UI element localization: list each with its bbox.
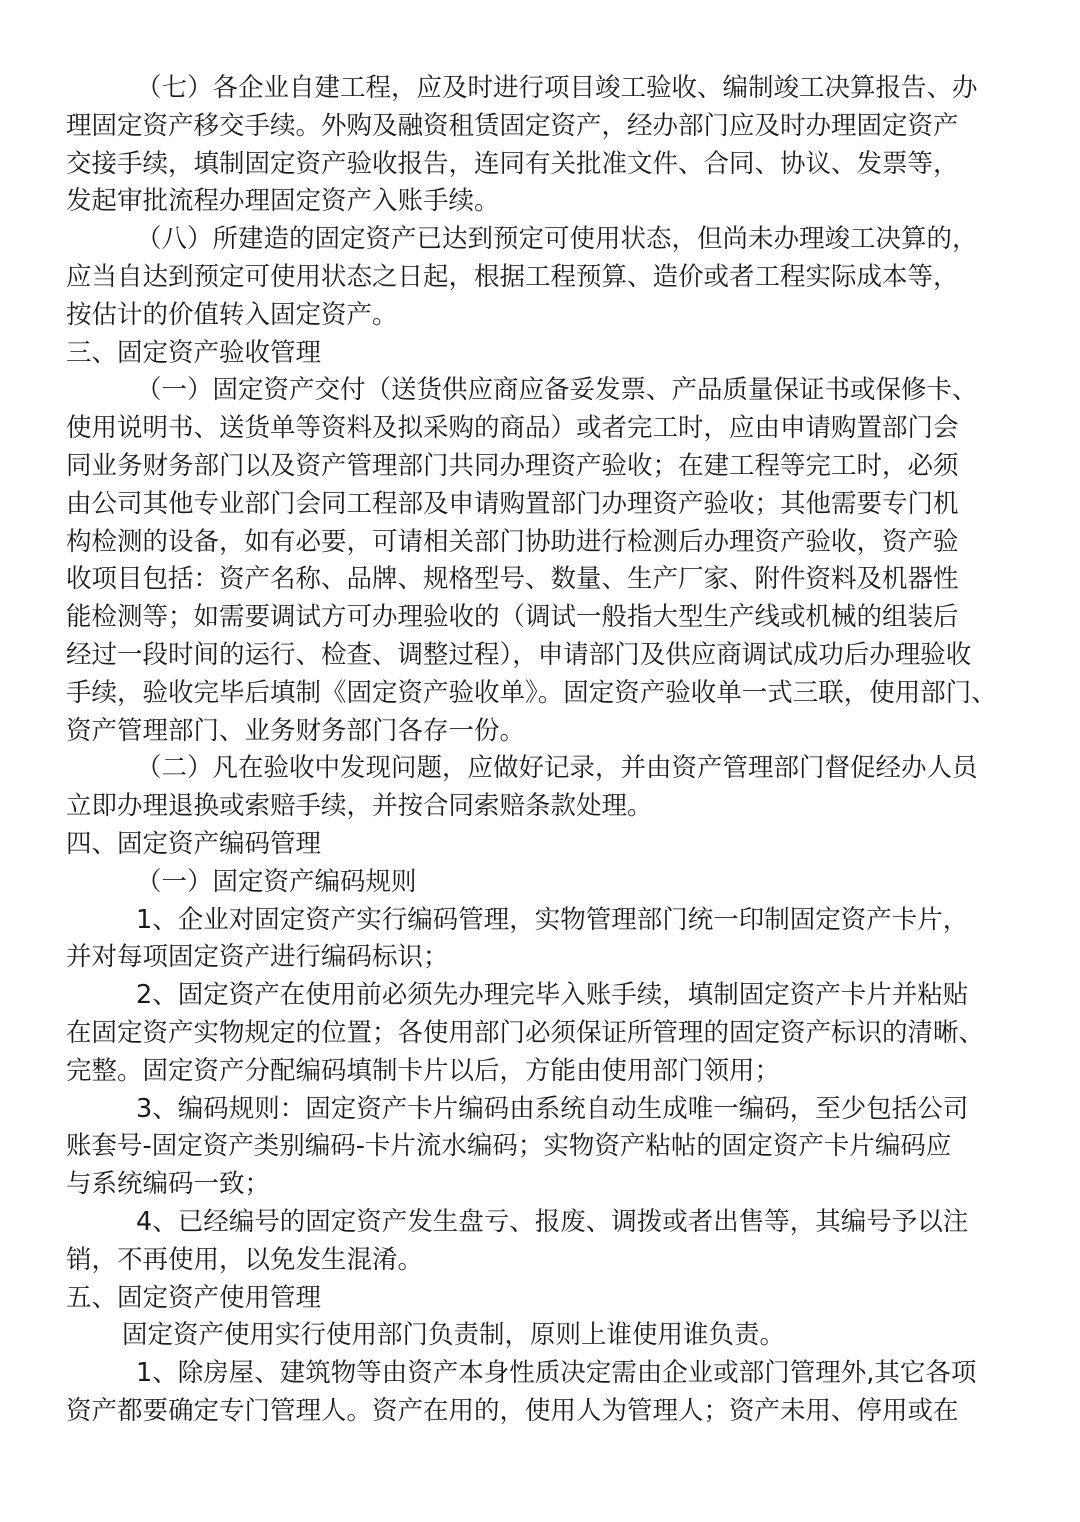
text-line: 收项目包括：资产名称、品牌、规格型号、数量、生产厂家、附件资料及机器性 — [66, 564, 959, 595]
text-line: 构检测的设备，如有必要，可请相关部门协助进行检测后办理资产验收，资产验 — [66, 526, 959, 557]
text-line: 并对每项固定资产进行编码标识； — [66, 942, 449, 973]
document-body — [66, 70, 1066, 1431]
subsection-heading: （一）固定资产编码规则 — [136, 866, 417, 897]
text-line: 同业务财务部门以及资产管理部门共同办理资产验收；在建工程等完工时，必须 — [66, 450, 959, 481]
text-line: 与系统编码一致； — [66, 1169, 271, 1200]
text-line: 1、企业对固定资产实行编码管理，实物管理部门统一印制固定资产卡片， — [136, 904, 969, 935]
text-line: （二）凡在验收中发现问题，应做好记录，并由资产管理部门督促经办人员 — [136, 753, 978, 784]
section-heading: 五、固定资产使用管理 — [66, 1282, 322, 1313]
text-line: 资产管理部门、业务财务部门各存一份。 — [66, 715, 526, 746]
text-line: （一）固定资产交付（送货供应商应备妥发票、产品质量保证书或保修卡、 — [136, 375, 978, 406]
text-line: 2、固定资产在使用前必须先办理完毕入账手续，填制固定资产卡片并粘贴 — [136, 980, 969, 1011]
text-line: 资产都要确定专门管理人。资产在用的，使用人为管理人；资产未用、停用或在 — [66, 1395, 959, 1426]
section-heading: 四、固定资产编码管理 — [66, 828, 322, 859]
text-line: 发起审批流程办理固定资产入账手续。 — [66, 186, 500, 217]
text-line: 立即办理退换或索赔手续，并按合同索赔条款处理。 — [66, 791, 653, 822]
text-line: 1、除房屋、建筑物等由资产本身性质决定需由企业或部门管理外,其它各项 — [136, 1358, 977, 1389]
text-line: 理固定资产移交手续。外购及融资租赁固定资产，经办部门应及时办理固定资产 — [66, 110, 959, 141]
text-line: 使用说明书、送货单等资料及拟采购的商品）或者完工时，应由申请购置部门会 — [66, 413, 959, 444]
text-line: 4、已经编号的固定资产发生盘亏、报废、调拨或者出售等，其编号予以注 — [136, 1206, 969, 1237]
text-line: 固定资产使用实行使用部门负责制，原则上谁使用谁负责。 — [122, 1320, 786, 1351]
text-line: 在固定资产实物规定的位置；各使用部门必须保证所管理的固定资产标识的清晰、 — [66, 1017, 985, 1048]
text-line: 完整。固定资产分配编码填制卡片以后，方能由使用部门领用； — [66, 1055, 781, 1086]
text-line: 能检测等；如需要调试方可办理验收的（调试一般指大型生产线或机械的组装后 — [66, 602, 959, 633]
text-line: 手续，验收完毕后填制《固定资产验收单》。固定资产验收单一式三联，使用部门、 — [66, 677, 997, 708]
text-line: （八）所建造的固定资产已达到预定可使用状态，但尚未办理竣工决算的， — [136, 224, 978, 255]
text-line: 经过一段时间的运行、检查、调整过程），申请部门及供应商调试成功后办理验收 — [66, 639, 972, 670]
text-line: 应当自达到预定可使用状态之日起，根据工程预算、造价或者工程实际成本等， — [66, 261, 959, 292]
text-line: 交接手续，填制固定资产验收报告，连同有关批准文件、合同、协议、发票等， — [66, 148, 959, 179]
section-heading: 三、固定资产验收管理 — [66, 337, 322, 368]
text-line: 由公司其他专业部门会同工程部及申请购置部门办理资产验收；其他需要专门机 — [66, 488, 959, 519]
text-line: 3、编码规则：固定资产卡片编码由系统自动生成唯一编码，至少包括公司 — [136, 1093, 969, 1124]
text-line: （七）各企业自建工程，应及时进行项目竣工验收、编制竣工决算报告、办 — [136, 73, 978, 103]
text-line: 按估计的价值转入固定资产。 — [66, 299, 398, 330]
text-line: 销，不再使用，以免发生混淆。 — [66, 1244, 424, 1275]
text-line: 账套号-固定资产类别编码-卡片流水编码；实物资产粘帖的固定资产卡片编码应 — [66, 1131, 952, 1162]
